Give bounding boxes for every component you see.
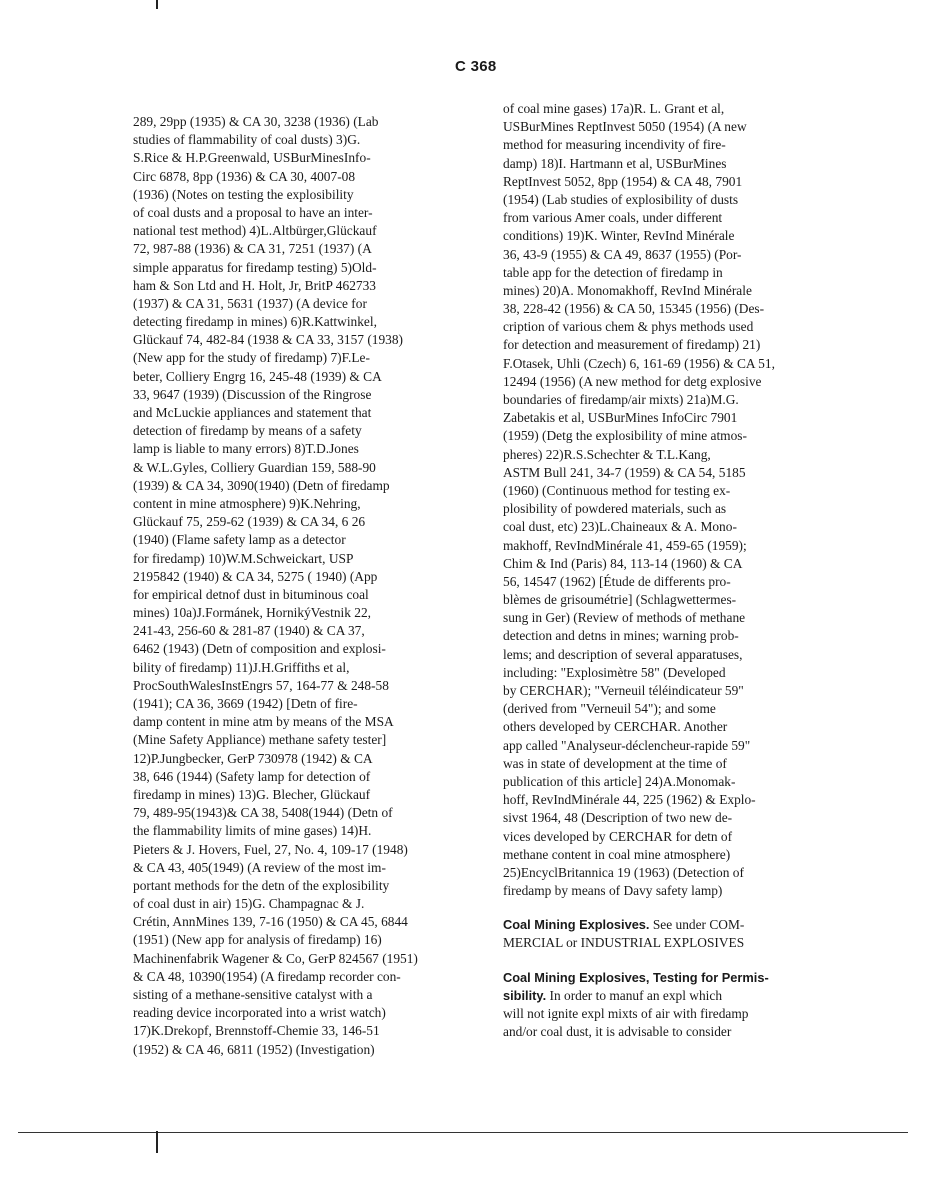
- text-line: & CA 48, 10390(1954) (A firedamp recorder con-: [133, 968, 401, 984]
- text-line: (1959) (Detg the explosibility of mine atmos-: [503, 428, 747, 444]
- text-line: ASTM Bull 241, 34-7 (1959) & CA 54, 5185: [503, 464, 746, 480]
- text-line: conditions) 19)K. Winter, RevInd Minérale: [503, 228, 735, 244]
- left-column: [133, 100, 478, 1059]
- text-line: Chim & Ind (Paris) 84, 113-14 (1960) & CA: [503, 555, 743, 571]
- entry-testing-line: [503, 987, 823, 1005]
- text-line: publication of this article] 24)A.Monomak-: [503, 773, 736, 789]
- text-line: Circ 6878, 8pp (1936) & CA 30, 4007-08: [133, 168, 356, 184]
- text-line: S.Rice & H.P.Greenwald, USBurMinesInfo-: [133, 150, 371, 166]
- text-line: others developed by CERCHAR. Another: [503, 719, 728, 735]
- entry-coal-mining-explosives: [503, 916, 823, 934]
- text-line: of coal dust in air) 15)G. Champagnac & J.: [133, 896, 365, 912]
- text-line: 38, 646 (1944) (Safety lamp for detection of: [133, 768, 371, 784]
- text-line: (Mine Safety Appliance) methane safety tester]: [133, 732, 387, 748]
- text-line: makhoff, RevIndMinérale 41, 459-65 (1959);: [503, 537, 747, 553]
- text-line: (1940) (Flame safety lamp as a detector: [133, 532, 346, 548]
- text-line: mines) 20)A. Monomakhoff, RevInd Minérale: [503, 282, 752, 298]
- text-line: coal dust, etc) 23)L.Chaineaux & A. Mono-: [503, 519, 737, 535]
- text-line: (1941); CA 36, 3669 (1942) [Detn of fire-: [133, 696, 358, 711]
- text-line: 38, 228-42 (1956) & CA 50, 15345 (1956) (Des-: [503, 301, 765, 317]
- text-line: bility of firedamp) 11)J.H.Griffiths et al,: [133, 659, 350, 675]
- text-line: Crétin, AnnMines 139, 7-16 (1950) & CA 45, 6844: [133, 914, 408, 930]
- text-line: blèmes de grisoumétrie] (Schlagwettermes-: [503, 592, 737, 608]
- text-line: ProcSouthWalesInstEngrs 57, 164-77 & 248-58: [133, 677, 389, 693]
- text-line: was in state of development at the time of: [503, 755, 727, 771]
- text-line: detection and detns in mines; warning prob-: [503, 628, 739, 644]
- bottom-edge-mark: [156, 1131, 158, 1153]
- text-line: detecting firedamp in mines) 6)R.Kattwinkel,: [133, 314, 377, 330]
- footer-rule: [18, 1132, 908, 1133]
- text-line: 17)K.Drekopf, Brennstoff-Chemie 33, 146-51: [133, 1023, 380, 1039]
- text-line: (1937) & CA 31, 5631 (1937) (A device for: [133, 295, 367, 311]
- text-line: detection of firedamp by means of a safety: [133, 423, 362, 439]
- text-line: 12494 (1956) (A new method for detg explosive: [503, 373, 762, 389]
- text-line: (1960) (Continuous method for testing ex-: [503, 482, 731, 498]
- text-line: and McLuckie appliances and statement that: [133, 405, 372, 420]
- text-line: USBurMines ReptInvest 5050 (1954) (A new: [503, 119, 747, 135]
- text-line: for detection and measurement of firedamp) 21): [503, 337, 761, 353]
- text-line: lamp is liable to many errors) 8)T.D.Jones: [133, 441, 359, 457]
- text-line: (1936) (Notes on testing the explosibility: [133, 186, 354, 202]
- text-line: Pieters & J. Hovers, Fuel, 27, No. 4, 109-17 (1948): [133, 841, 408, 857]
- text-line: of coal dusts and a proposal to have an inter-: [133, 204, 373, 220]
- text-line: damp content in mine atm by means of the MSA: [133, 714, 394, 730]
- text-line: plosibility of powdered materials, such as: [503, 501, 727, 517]
- text-line: of coal mine gases) 17a)R. L. Grant et al,: [503, 101, 725, 116]
- text-line: F.Otasek, Uhli (Czech) 6, 161-69 (1956) & CA 51,: [503, 355, 775, 371]
- text-line: sivst 1964, 48 (Description of two new de-: [503, 810, 733, 826]
- text-line: 289, 29pp (1935) & CA 30, 3238 (1936) (Lab: [133, 114, 379, 129]
- text-line: 56, 14547 (1962) [Étude de differents pro-: [503, 573, 731, 589]
- text-line: simple apparatus for firedamp testing) 5)Old-: [133, 259, 377, 275]
- text-line: will not ignite expl mixts of air with firedamp: [503, 1006, 749, 1021]
- text-line: including: "Explosimètre 58" (Developed: [503, 664, 726, 680]
- text-line: Glückauf 74, 482-84 (1938 & CA 33, 3157 (1938): [133, 332, 404, 348]
- text-line: firedamp in mines) 13)G. Blecher, Glückauf: [133, 786, 371, 802]
- text-line: Glückauf 75, 259-62 (1939) & CA 34, 6 26: [133, 514, 366, 530]
- text-line: (1954) (Lab studies of explosibility of dusts: [503, 191, 739, 207]
- text-line: boundaries of firedamp/air mixts) 21a)M.G.: [503, 392, 739, 407]
- text-line: firedamp by means of Davy safety lamp): [503, 883, 723, 899]
- text-line: & CA 43, 405(1949) (A review of the most im-: [133, 859, 386, 875]
- text-line: pheres) 22)R.S.Schechter & T.L.Kang,: [503, 446, 711, 462]
- entry-text: In order to manuf an expl which: [549, 987, 723, 1003]
- text-line: hoff, RevIndMinérale 44, 225 (1962) & Explo-: [503, 792, 756, 808]
- text-line: Zabetakis et al, USBurMines InfoCirc 7901: [503, 410, 738, 426]
- text-line: 79, 489-95(1943)& CA 38, 5408(1944) (Detn of: [133, 805, 393, 821]
- entry-heading: Coal Mining Explosives.: [503, 917, 650, 933]
- text-line: table app for the detection of firedamp in: [503, 264, 723, 280]
- text-line: Machinenfabrik Wagener & Co, GerP 824567 (1951): [133, 950, 418, 966]
- text-line: 241-43, 256-60 & 281-87 (1940) & CA 37,: [133, 623, 365, 639]
- text-line: method for measuring incendivity of fire-: [503, 137, 726, 153]
- text-line: from various Amer coals, under different: [503, 210, 723, 226]
- text-line: and/or coal dust, it is advisable to consider: [503, 1024, 732, 1040]
- text-line: cription of various chem & phys methods used: [503, 319, 754, 335]
- text-line: (New app for the study of firedamp) 7)F.Le-: [133, 350, 370, 366]
- text-line: (1951) (New app for analysis of firedamp) 16): [133, 932, 382, 948]
- text-line: for firedamp) 10)W.M.Schweickart, USP: [133, 550, 354, 566]
- top-edge-mark: [156, 0, 158, 9]
- text-line: app called "Analyseur-déclencheur-rapide 59": [503, 737, 751, 753]
- text-line: studies of flammability of coal dusts) 3)G.: [133, 132, 361, 148]
- text-line: (1939) & CA 34, 3090(1940) (Detn of firedamp: [133, 477, 390, 493]
- text-line: portant methods for the detn of the explosibility: [133, 877, 390, 893]
- text-line: MERCIAL or INDUSTRIAL EXPLOSIVES: [503, 935, 745, 951]
- text-line: 25)EncyclBritannica 19 (1963) (Detection of: [503, 864, 744, 880]
- text-line: 12)P.Jungbecker, GerP 730978 (1942) & CA: [133, 750, 373, 766]
- page-header: C 368: [455, 58, 497, 75]
- right-column: [503, 100, 823, 1041]
- text-line: lems; and description of several apparatuses,: [503, 646, 743, 662]
- text-line: by CERCHAR); "Verneuil téléindicateur 59": [503, 683, 744, 698]
- text-line: ham & Son Ltd and H. Holt, Jr, BritP 462733: [133, 277, 376, 293]
- text-line: sung in Ger) (Review of methods of methane: [503, 610, 746, 626]
- text-line: & W.L.Gyles, Colliery Guardian 159, 588-90: [133, 459, 376, 475]
- text-line: content in mine atmosphere) 9)K.Nehring,: [133, 495, 361, 511]
- text-line: mines) 10a)J.Formánek, HornikýVestnik 22,: [133, 605, 372, 621]
- text-line: the flammability limits of mine gases) 14)H.: [133, 823, 372, 839]
- text-line: 6462 (1943) (Detn of composition and explosi-: [133, 641, 386, 657]
- text-line: 33, 9647 (1939) (Discussion of the Ringrose: [133, 386, 372, 402]
- text-line: methane content in coal mine atmosphere): [503, 846, 731, 862]
- text-line: national test method) 4)L.Altbürger,Glückauf: [133, 223, 377, 239]
- text-line: damp) 18)I. Hartmann et al, USBurMines: [503, 155, 727, 171]
- text-line: vices developed by CERCHAR for detn of: [503, 828, 733, 844]
- text-line: 72, 987-88 (1936) & CA 31, 7251 (1937) (A: [133, 241, 372, 257]
- text-line: for empirical detnof dust in bituminous coal: [133, 586, 369, 602]
- text-line: 36, 43-9 (1955) & CA 49, 8637 (1955) (Por-: [503, 246, 742, 262]
- text-line: 2195842 (1940) & CA 34, 5275 ( 1940) (App: [133, 568, 378, 584]
- text-line: beter, Colliery Engrg 16, 245-48 (1939) & CA: [133, 368, 382, 384]
- text-line: sisting of a methane-sensitive catalyst with a: [133, 987, 373, 1002]
- text-line: (derived from "Verneuil 54"); and some: [503, 701, 716, 717]
- entry-heading: Coal Mining Explosives, Testing for Permis-: [503, 969, 769, 985]
- text-line: (1952) & CA 46, 6811 (1952) (Investigation): [133, 1041, 375, 1057]
- text-line: reading device incorporated into a wrist watch): [133, 1005, 386, 1021]
- entry-heading: sibility.: [503, 987, 547, 1003]
- entry-text: See under COM-: [652, 917, 745, 933]
- text-line: ReptInvest 5052, 8pp (1954) & CA 48, 7901: [503, 173, 743, 189]
